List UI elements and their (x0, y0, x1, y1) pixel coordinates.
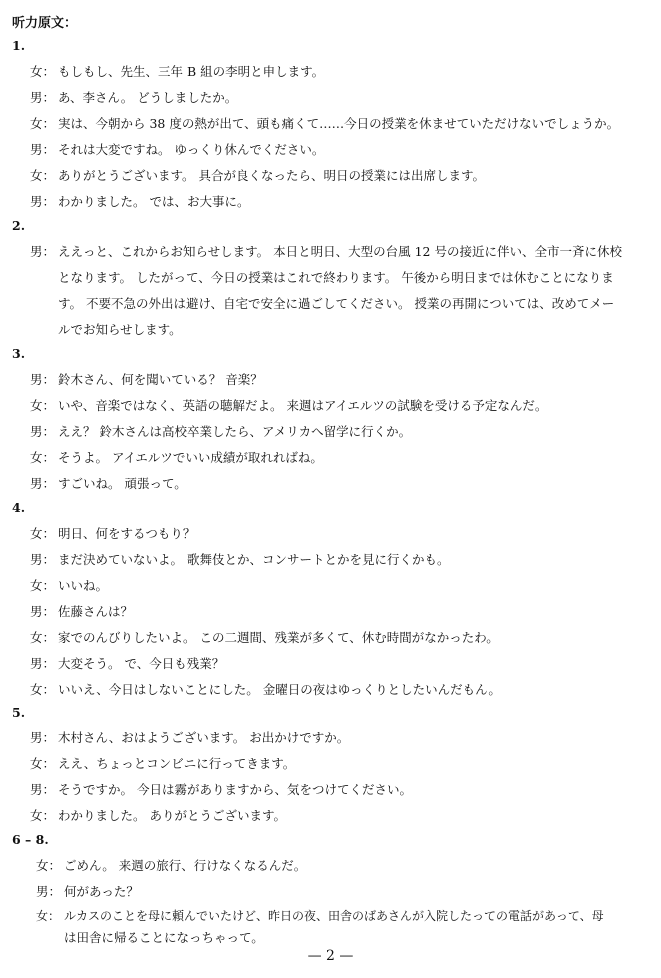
speaker-label: 男： (30, 782, 56, 797)
dialogue-text: わかりました。 では、お大事に。 (58, 194, 250, 209)
dialogue-continuation: は田舎に帰ることになっちゃって。 (64, 930, 264, 945)
speaker-label: 女： (30, 64, 56, 79)
dialogue-text: もしもし、先生、三年 B 組の李明と申します。 (58, 64, 325, 79)
speaker-label: 男： (30, 604, 56, 619)
speaker-label: 女： (30, 756, 56, 771)
speaker-label: 男： (30, 424, 56, 439)
dialogue-text: 実は、今朝から 38 度の熱が出て、頭も痛くて……今日の授業を休ませていただけないでしょうか。 (58, 116, 620, 131)
dialogue-line (30, 88, 647, 108)
speaker-label: 女： (36, 909, 61, 923)
dialogue-text: そうよ。 アイエルツでいい成績が取れればね。 (58, 450, 323, 465)
section-number-5: 5. (12, 705, 26, 720)
dialogue-text: いや、音楽ではなく、英語の聴解だよ。 来週はアイエルツの試験を受ける予定なんだ。 (58, 398, 548, 413)
dialogue-text: ルカスのことを母に頼んでいたけど、昨日の夜、田舎のばあさんが入院したっての電話があって、母 (64, 909, 604, 923)
dialogue-text: 鈴木さん、何を聞いている？ 音楽？ (58, 372, 263, 387)
section-number-1: 1. (12, 38, 26, 53)
section-number-4: 4. (12, 500, 26, 515)
dialogue-line (30, 422, 647, 442)
dialogue-line (30, 370, 647, 390)
dialogue-line (30, 242, 647, 262)
speaker-label: 女： (36, 858, 62, 873)
dialogue-text: いいえ、今日はしないことにした。 金曜日の夜はゆっくりとしたいんだもん。 (58, 682, 501, 697)
dialogue-text: それは大変ですね。 ゆっくり休んでください。 (58, 142, 325, 157)
speaker-label: 男： (30, 476, 56, 491)
dialogue-line (30, 114, 647, 134)
dialogue-line (30, 524, 647, 544)
dialogue-line (30, 728, 647, 748)
dialogue-text: すごいね。 頑張って。 (58, 476, 187, 491)
speaker-label: 女： (30, 808, 56, 823)
speaker-label: 女： (30, 526, 56, 541)
dialogue-line (30, 754, 647, 774)
dialogue-line (30, 550, 647, 570)
dialogue-text: ええ？ 鈴木さんは高校卒業したら、アメリカへ留学に行くか。 (58, 424, 412, 439)
dialogue-line (30, 628, 647, 648)
dialogue-line (30, 140, 647, 160)
speaker-label: 男： (30, 656, 56, 671)
dialogue-text: ええっと、これからお知らせします。 本日と明日、大型の台風 12 号の接近に伴い、全市一斉に休校 (58, 244, 622, 259)
dialogue-text: 明日、何をするつもり？ (58, 526, 196, 541)
speaker-label: 男： (30, 194, 56, 209)
speaker-label: 女： (30, 682, 56, 697)
speaker-label: 男： (30, 372, 56, 387)
dialogue-line (30, 680, 647, 700)
dialogue-text: ええ、ちょっとコンビニに行ってきます。 (58, 756, 296, 771)
speaker-label: 女： (30, 168, 56, 183)
dialogue-continuation: ルでお知らせします。 (58, 322, 182, 337)
dialogue-text: そうですか。 今日は霧がありますから、気をつけてください。 (58, 782, 412, 797)
dialogue-line (30, 166, 647, 186)
dialogue-text: ありがとうございます。 具合が良くなったら、明日の授業には出席します。 (58, 168, 485, 183)
speaker-label: 女： (30, 630, 56, 645)
dialogue-text: 佐藤さんは？ (58, 604, 134, 619)
dialogue-line (30, 780, 647, 800)
dialogue-continuation: となります。 したがって、今日の授業はこれで終わります。 午後から明日までは休むことになりま (58, 270, 614, 285)
dialogue-text: まだ決めていないよ。 歌舞伎とか、コンサートとかを見に行くかも。 (58, 552, 450, 567)
speaker-label: 男： (30, 552, 56, 567)
dialogue-line (30, 474, 647, 494)
dialogue-text: あ、李さん。 どうしましたか。 (58, 90, 238, 105)
speaker-label: 男： (30, 244, 56, 259)
dialogue-line (36, 856, 647, 876)
page-number: — 2 — (307, 948, 354, 964)
dialogue-text: わかりました。 ありがとうございます。 (58, 808, 286, 823)
dialogue-continuation: す。 不要不急の外出は避け、自宅で安全に過ごしてください。 授業の再開については、改めてメー (58, 296, 615, 311)
dialogue-line (36, 882, 647, 902)
speaker-label: 男： (36, 884, 62, 899)
speaker-label: 男： (30, 730, 56, 745)
speaker-label: 男： (30, 142, 56, 157)
section-number-6-8: 6 – 8. (12, 832, 49, 847)
dialogue-line (30, 192, 647, 212)
dialogue-text: ごめん。 来週の旅行、行けなくなるんだ。 (64, 858, 307, 873)
dialogue-line (30, 806, 647, 826)
dialogue-line (30, 654, 647, 674)
dialogue-text: 木村さん、おはようございます。 お出かけですか。 (58, 730, 350, 745)
section-number-2: 2. (12, 218, 26, 233)
dialogue-text: いいね。 (58, 578, 109, 593)
dialogue-line (30, 448, 647, 468)
dialogue-line (30, 602, 647, 622)
speaker-label: 男： (30, 90, 56, 105)
speaker-label: 女： (30, 398, 56, 413)
speaker-label: 女： (30, 116, 56, 131)
section-number-3: 3. (12, 346, 26, 361)
dialogue-line (30, 576, 647, 596)
dialogue-line (36, 906, 647, 926)
page-title: 听力原文： (12, 16, 78, 31)
dialogue-line (30, 396, 647, 416)
speaker-label: 女： (30, 578, 56, 593)
dialogue-line (30, 62, 647, 82)
speaker-label: 女： (30, 450, 56, 465)
dialogue-text: 家でのんびりしたいよ。 この二週間、残業が多くて、休む時間がなかったわ。 (58, 630, 499, 645)
dialogue-text: 大変そう。 で、今日も残業？ (58, 656, 225, 671)
dialogue-text: 何があった？ (64, 884, 139, 899)
